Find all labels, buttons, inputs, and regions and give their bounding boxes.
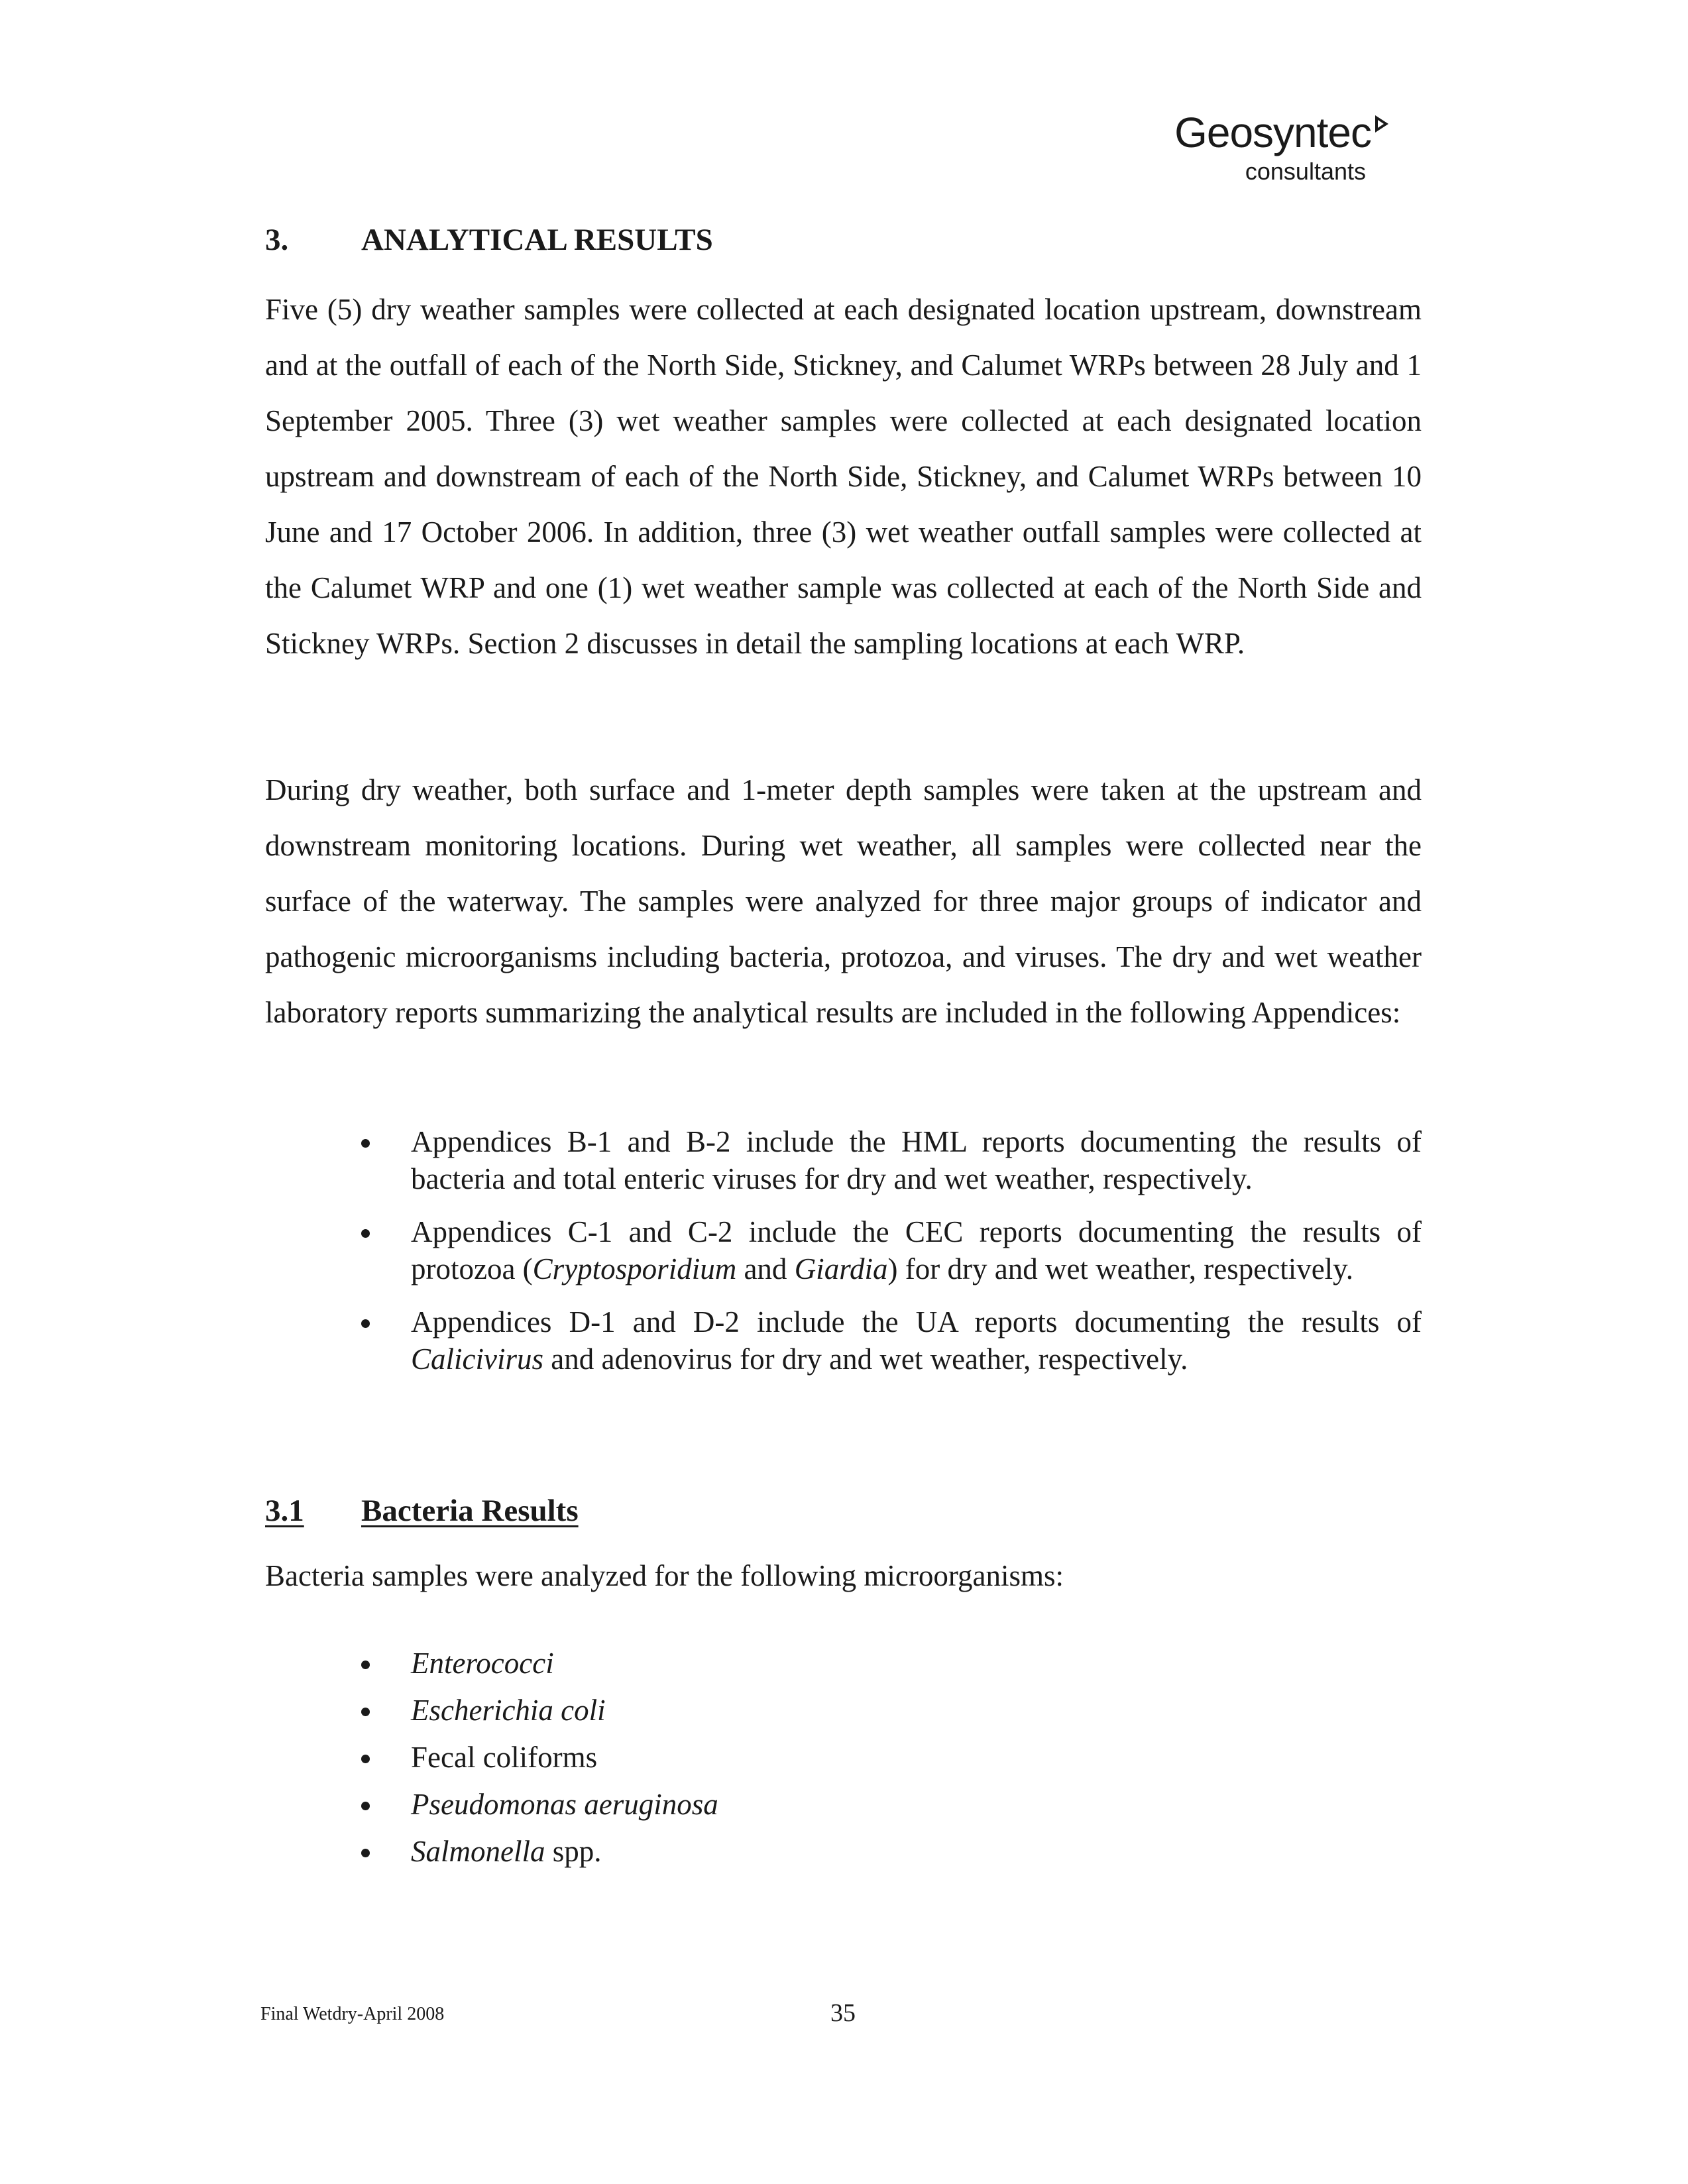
bullet-icon [361,1708,370,1716]
bullet-icon [361,1319,370,1328]
list-item: Enterococci [358,1640,1422,1687]
list-item: Escherichia coli [358,1687,1422,1734]
section-number: 3. [265,223,289,257]
list-item: Appendices D-1 and D-2 include the UA reports documenting the results of Calicivirus and adenovirus for dry and wet weather, respectively. [358,1303,1422,1378]
company-logo [1174,111,1388,186]
section-number: 3.1 [265,1494,304,1528]
bullet-icon [361,1755,370,1763]
bullet-icon [361,1229,370,1238]
bullet-icon [361,1849,370,1857]
section-3-1-heading [265,1493,579,1529]
bullet-icon [361,1661,370,1669]
page-number: 35 [830,1999,856,2027]
footer-document-label: Final Wetdry-April 2008 [260,2004,445,2024]
section-title: Bacteria Results [361,1494,579,1528]
section-3-heading [265,222,713,258]
list-item: Appendices C-1 and C-2 include the CEC reports documenting the results of protozoa (Cryptosporidium and Giardia) for dry and wet weather, respectively. [358,1213,1422,1287]
appendices-list [358,1123,1422,1393]
bullet-icon [361,1139,370,1148]
logo-name: Geosyntec [1174,111,1388,154]
logo-subtitle: consultants [1245,158,1366,185]
section-title: ANALYTICAL RESULTS [361,223,713,257]
list-item: Fecal coliforms [358,1734,1422,1781]
paragraph-bacteria-intro: Bacteria samples were analyzed for the following microorganisms: [265,1559,1064,1592]
logo-triangle-icon [1375,115,1388,133]
bullet-icon [361,1802,370,1810]
list-item: Salmonella spp. [358,1828,1422,1875]
list-item: Pseudomonas aeruginosa [358,1781,1422,1828]
paragraph-sampling-methods: During dry weather, both surface and 1-meter depth samples were taken at the upstream and downstream monitoring locations. During wet weather, all samples were collected near the surface of the waterway. The samples were analyzed for three major groups of indicator and pathogenic microorganisms including bacteria, protozoa, and viruses. The dry and wet weather laboratory reports summarizing the analytical results are included in the following Appendices: [265,773,1422,1029]
paragraph-sampling-overview: Five (5) dry weather samples were collected at each designated location upstream, downstream and at the outfall of each of the North Side, Stickney, and Calumet WRPs between 28 July and 1 September 2005. Three (3) wet weather samples were collected at each designated location upstream and downstream of each of the North Side, Stickney, and Calumet WRPs between 10 June and 17 October 2006. In addition, three (3) wet weather outfall samples were collected at the Calumet WRP and one (1) wet weather sample was collected at each of the North Side and Stickney WRPs. Section 2 discusses in detail the sampling locations at each WRP. [265,293,1422,660]
list-item: Appendices B-1 and B-2 include the HML reports documenting the results of bacteria and total enteric viruses for dry and wet weather, respectively. [358,1123,1422,1197]
organisms-list [358,1640,1422,1875]
